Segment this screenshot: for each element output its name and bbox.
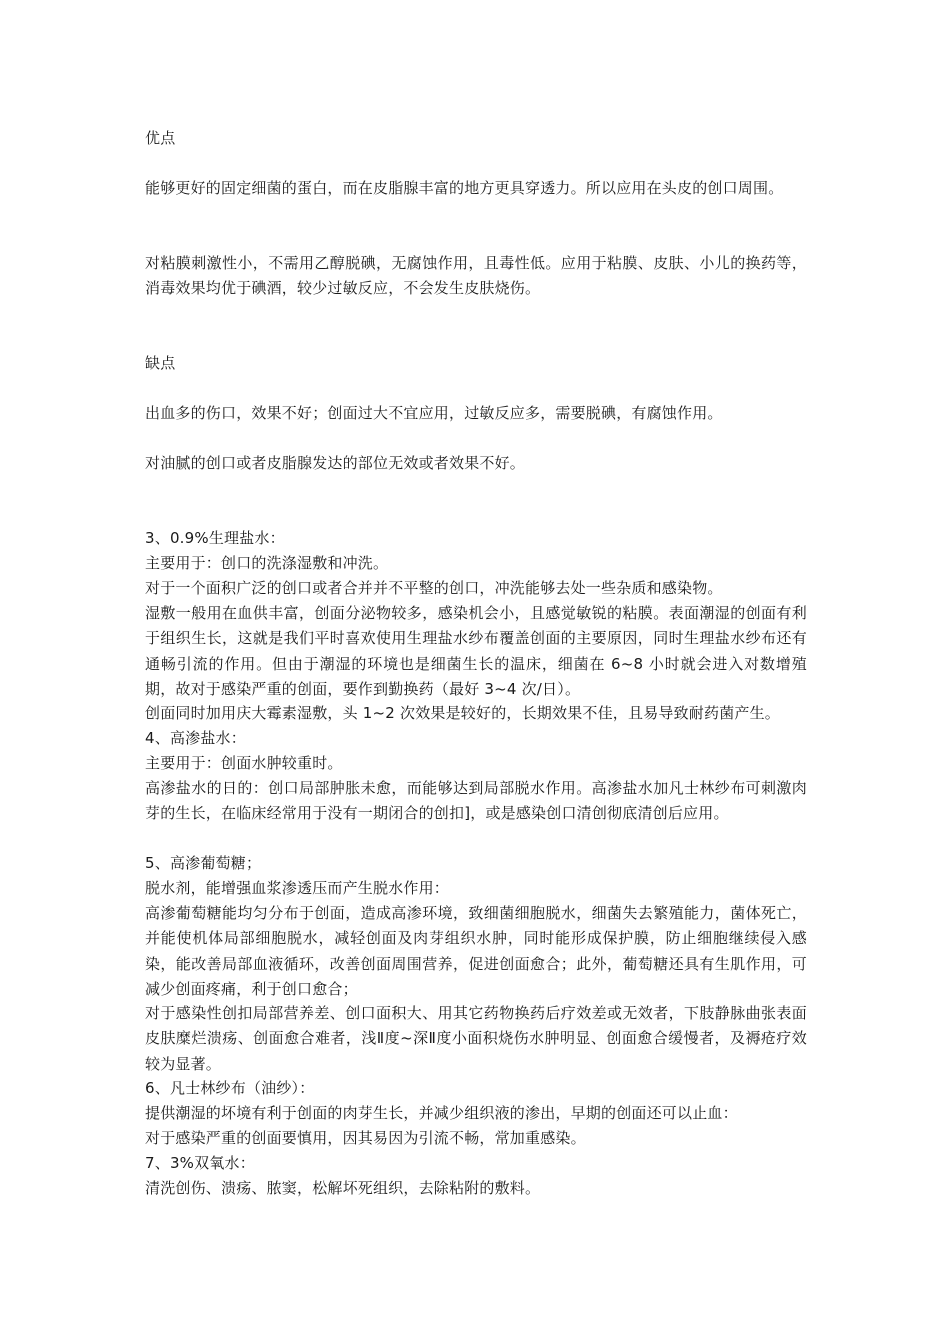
section-title-vaseline-gauze: 6、凡士林纱布（油纱）： xyxy=(145,1079,315,1097)
section-title-hypertonic-glucose: 5、高渗葡萄糖； xyxy=(145,854,262,872)
section-line: 高渗盐水的日的：创口局部肿胀未愈，而能够达到局部脱水作用。高渗盐水加凡士林纱布可刺激肉芽的生长，在临床经常用于没有一期闭合的创扣]，或是感染创口清创彻底清创后应用。 xyxy=(145,779,807,823)
disadvantages-heading: 缺点 xyxy=(145,354,176,372)
section-line: 对于感染性创扣局部营养差、创口面积大、用其它药物换药后疗效差或无效者，下肢静脉曲张表面皮肤糜烂溃疡、创面愈合难者，浅Ⅱ度~深Ⅱ度小面积烧伤水肿明显、创面愈合缓慢者，及褥疮疗效较为显著。 xyxy=(145,1004,807,1073)
section-line: 湿敷一般用在血供丰富，创面分泌物较多，感染机会小，且感觉敏锐的粘膜。表面潮湿的创面有利于组织生长，这就是我们平时喜欢使用生理盐水纱布覆盖创面的主要原因，同时生理盐水纱布还有通畅引流的作用。但由于潮湿的环境也是细菌生长的温床，细菌在 6~8 小时就会进入对数增殖期，故对于感染严重的创面，要作到勤换药（最好 3~4 次/日）。 xyxy=(145,604,807,698)
section-line: 创面同时加用庆大霉素湿敷，头 1~2 次效果是较好的，长期效果不佳，且易导致耐药菌产生。 xyxy=(145,704,780,722)
section-line: 对于一个面积广泛的创口或者合并并不平整的创口，冲洗能够去处一些杂质和感染物。 xyxy=(145,579,723,597)
section-line: 清洗创伤、溃疡、脓窦，松解坏死组织，去除粘附的敷料。 xyxy=(145,1179,541,1197)
section-line: 对于感染严重的创面要慎用，因其易因为引流不畅，常加重感染。 xyxy=(145,1129,586,1147)
disadvantage-item-2: 对油腻的创口或者皮脂腺发达的部位无效或者效果不好。 xyxy=(145,454,526,472)
section-line: 高渗葡萄糖能均匀分布于创面，造成高渗环境，致细菌细胞脱水，细菌失去繁殖能力，菌体死亡，并能使机体局部细胞脱水，减轻创面及肉芽组织水肿，同时能形成保护膜，防止细胞继续侵入感染，能改善局部血液循环，改善创面周围营养，促进创面愈合；此外，葡萄糖还具有生肌作用，可减少创面疼痛，利于创口愈合； xyxy=(145,904,807,998)
advantages-heading: 优点 xyxy=(145,129,176,147)
section-title-hydrogen-peroxide: 7、3%双氧水： xyxy=(145,1154,255,1172)
disadvantage-item-1: 出血多的伤口，效果不好；创面过大不宜应用，过敏反应多，需要脱碘，有腐蚀作用。 xyxy=(145,404,723,422)
advantage-item-1: 能够更好的固定细菌的蛋白，而在皮脂腺丰富的地方更具穿透力。所以应用在头皮的创口周围。 xyxy=(145,179,784,197)
section-title-hypertonic-saline: 4、高渗盐水： xyxy=(145,729,246,747)
section-line: 提供潮湿的坏境有利于创面的肉芽生长，并减少组织液的渗出，早期的创面还可以止血： xyxy=(145,1104,738,1122)
advantage-item-2: 对粘膜刺激性小，不需用乙醇脱碘，无腐蚀作用，且毒性低。应用于粘膜、皮肤、小儿的换药等，消毒效果均优于碘酒，较少过敏反应，不会发生皮肤烧伤。 xyxy=(145,254,807,298)
section-line: 主要用于：创面水肿较重时。 xyxy=(145,754,343,772)
section-line: 主要用于：创口的洗涤湿敷和冲洗。 xyxy=(145,554,389,572)
section-title-saline: 3、0.9%生理盐水： xyxy=(145,529,285,547)
section-line: 脱水剂，能增强血浆渗透压而产生脱水作用： xyxy=(145,879,450,897)
